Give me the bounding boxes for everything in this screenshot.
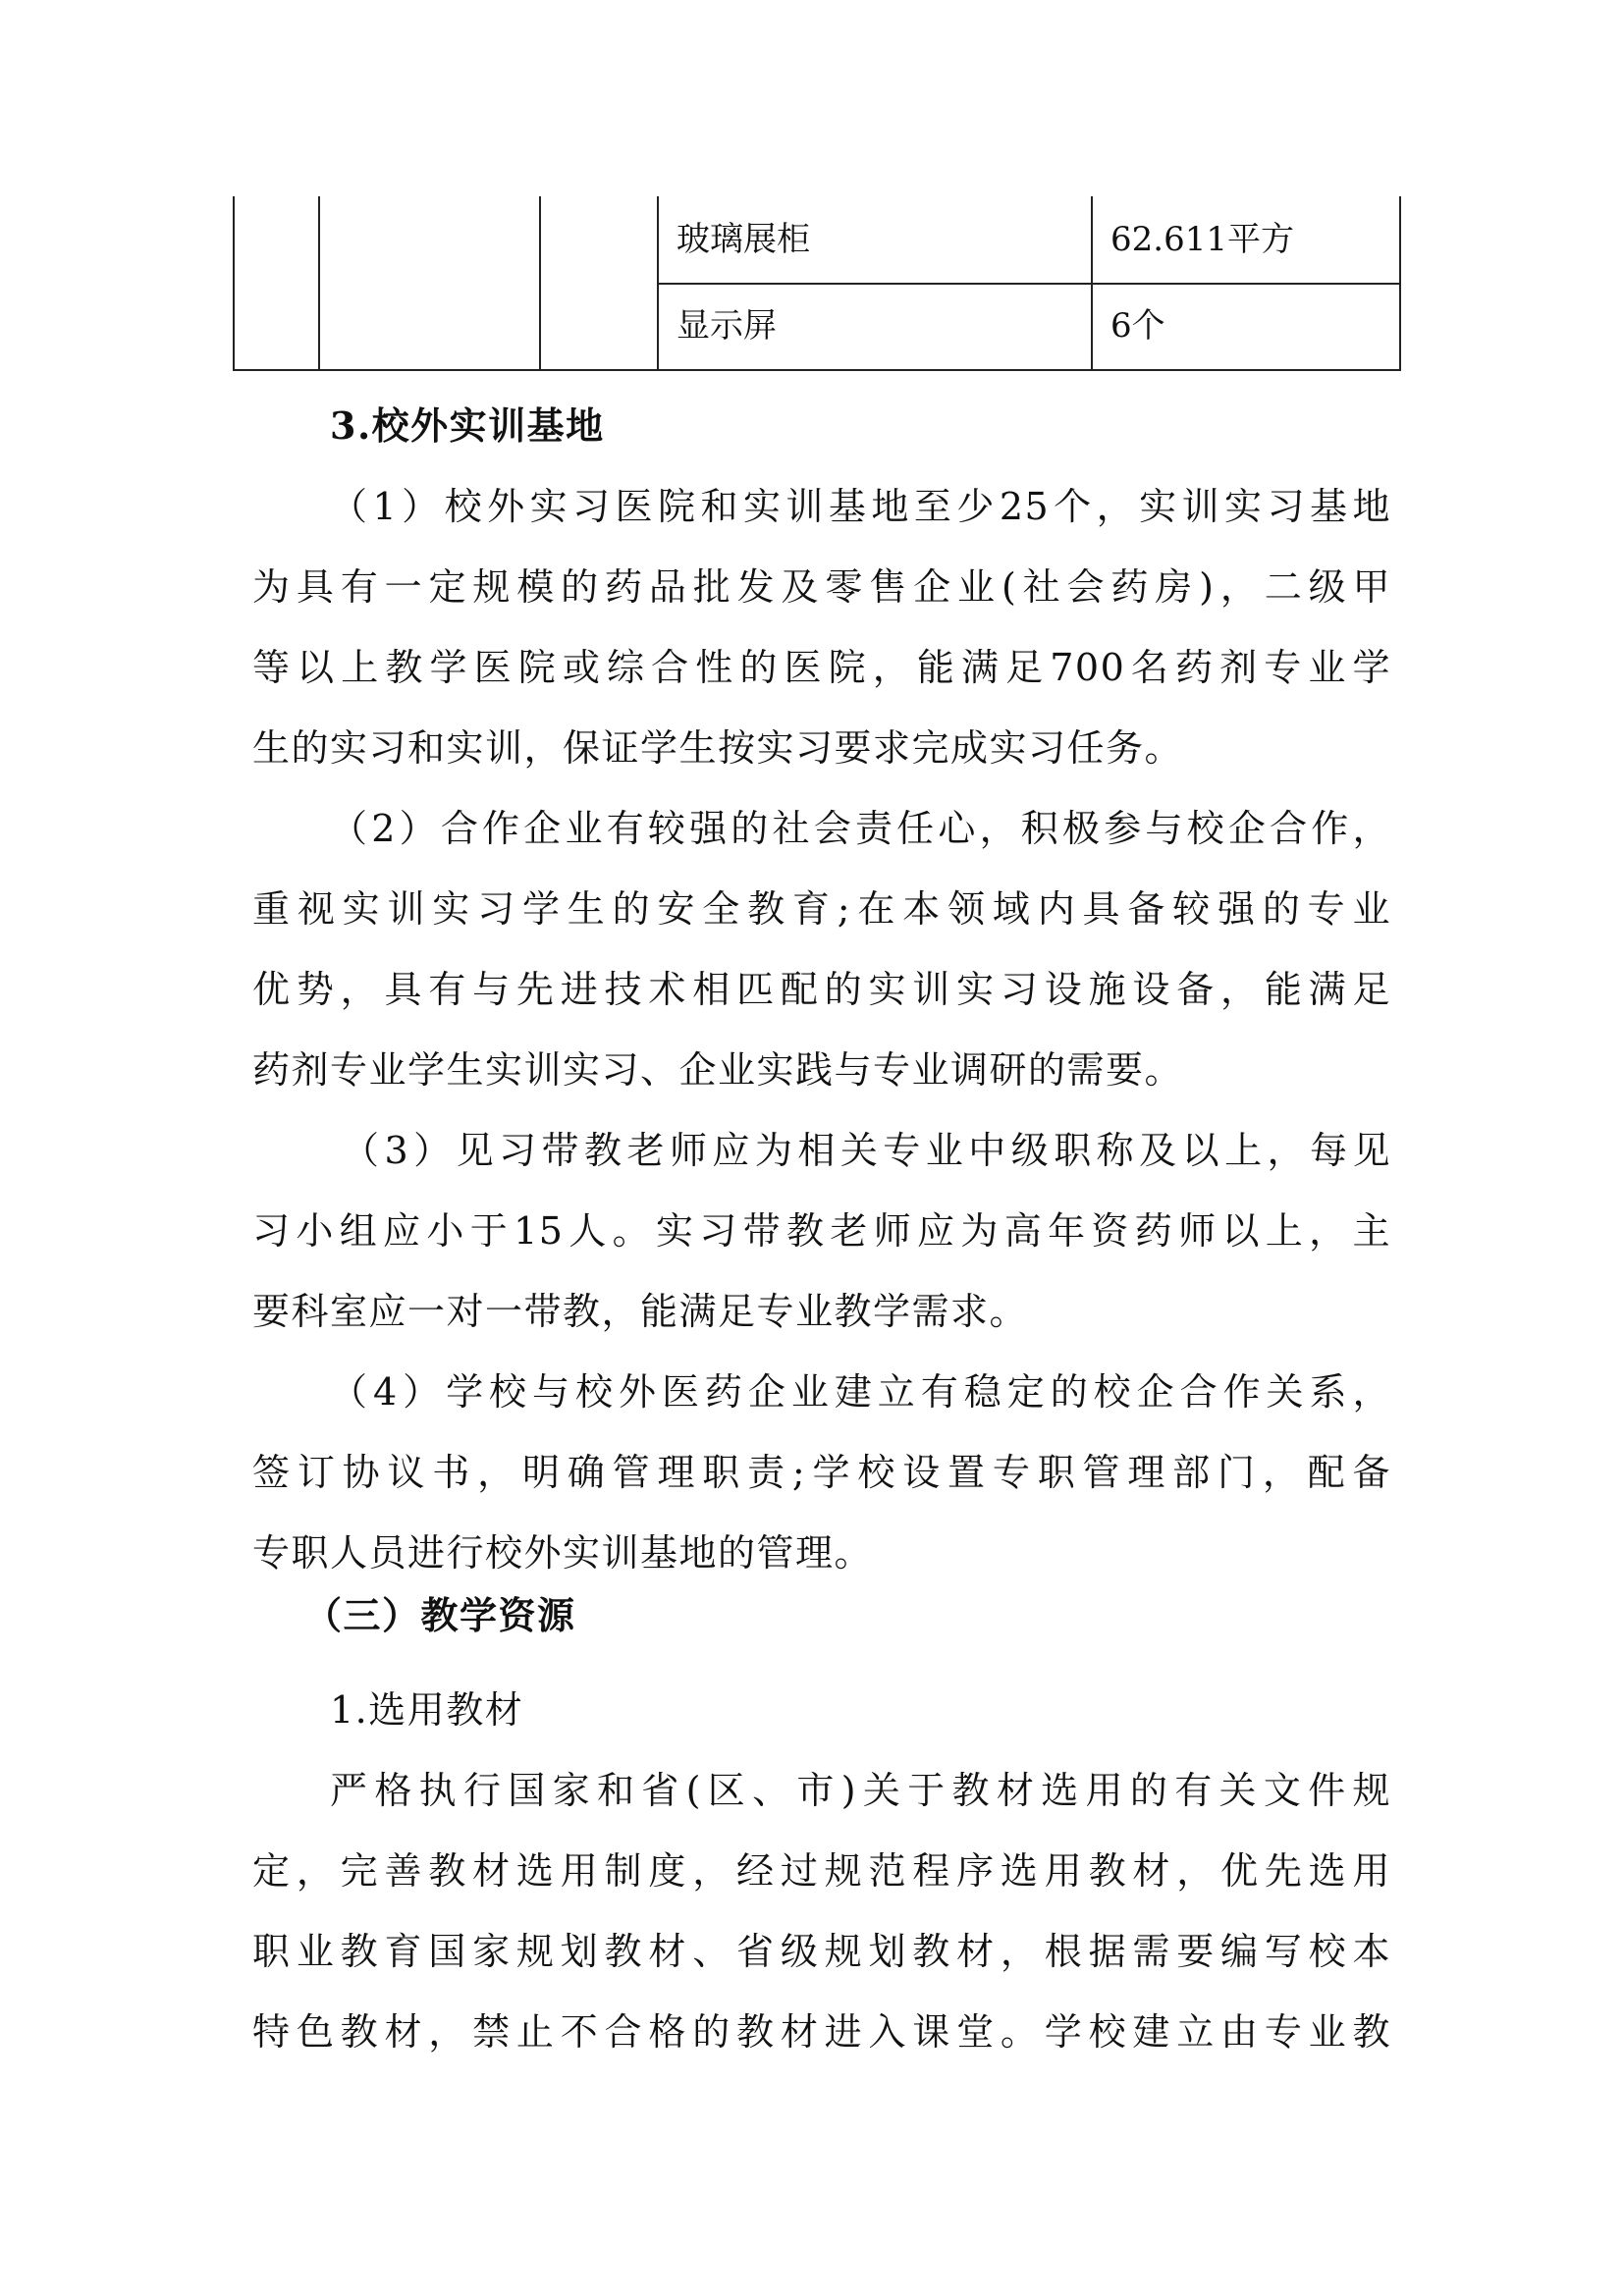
paragraph-line: 优势，具有与先进技术相匹配的实训实习设施设备，能满足: [252, 968, 1391, 1011]
paragraph-line: 药剂专业学生实训实习、企业实践与专业调研的需要。: [252, 1048, 1184, 1092]
paragraph-line: 生的实习和实训，保证学生按实习要求完成实习任务。: [252, 726, 1184, 770]
paragraph-line: 习小组应小于15人。实习带教老师应为高年资药师以上，主: [252, 1209, 1391, 1253]
equipment-table: [233, 196, 1401, 371]
paragraph-line: （4）学校与校外医药企业建立有稳定的校企合作关系，: [330, 1370, 1391, 1414]
table-column-divider: [318, 196, 320, 369]
paragraph-line: 严格执行国家和省(区、市)关于教材选用的有关文件规: [330, 1769, 1391, 1812]
table-row-divider: [657, 283, 1399, 285]
paragraph-line: 等以上教学医院或综合性的医院，能满足700名药剂专业学: [252, 646, 1391, 689]
table-column-divider: [539, 196, 541, 369]
paragraph-line: 签订协议书，明确管理职责;学校设置专职管理部门，配备: [252, 1451, 1391, 1494]
paragraph-line: 职业教育国家规划教材、省级规划教材，根据需要编写校本: [252, 1930, 1391, 1973]
section-heading: 3.校外实训基地: [330, 403, 605, 448]
paragraph-line: 重视实训实习学生的安全教育;在本领域内具备较强的专业: [252, 887, 1391, 931]
section-heading: （三）教学资源: [304, 1593, 576, 1637]
paragraph-line: 特色教材，禁止不合格的教材进入课堂。学校建立由专业教: [252, 2010, 1391, 2054]
table-cell-item: 显示屏: [677, 306, 777, 346]
subsection-heading: 1.选用教材: [330, 1688, 524, 1732]
paragraph-line: 为具有一定规模的药品批发及零售企业(社会药房)，二级甲: [252, 565, 1391, 609]
paragraph-line: 要科室应一对一带教，能满足专业教学需求。: [252, 1290, 1029, 1333]
table-cell-quantity: 62.611平方: [1110, 220, 1294, 259]
paragraph-line: （2）合作企业有较强的社会责任心，积极参与校企合作，: [330, 807, 1391, 850]
table-cell-quantity: 6个: [1110, 306, 1165, 346]
paragraph-line: 专职人员进行校外实训基地的管理。: [252, 1531, 874, 1575]
paragraph-line: （1）校外实习医院和实训基地至少25个，实训实习基地: [330, 485, 1391, 528]
paragraph-line: 定，完善教材选用制度，经过规范程序选用教材，优先选用: [252, 1849, 1391, 1893]
paragraph-line: （3）见习带教老师应为相关专业中级职称及以上，每见: [342, 1129, 1391, 1172]
table-cell-item: 玻璃展柜: [677, 220, 810, 259]
